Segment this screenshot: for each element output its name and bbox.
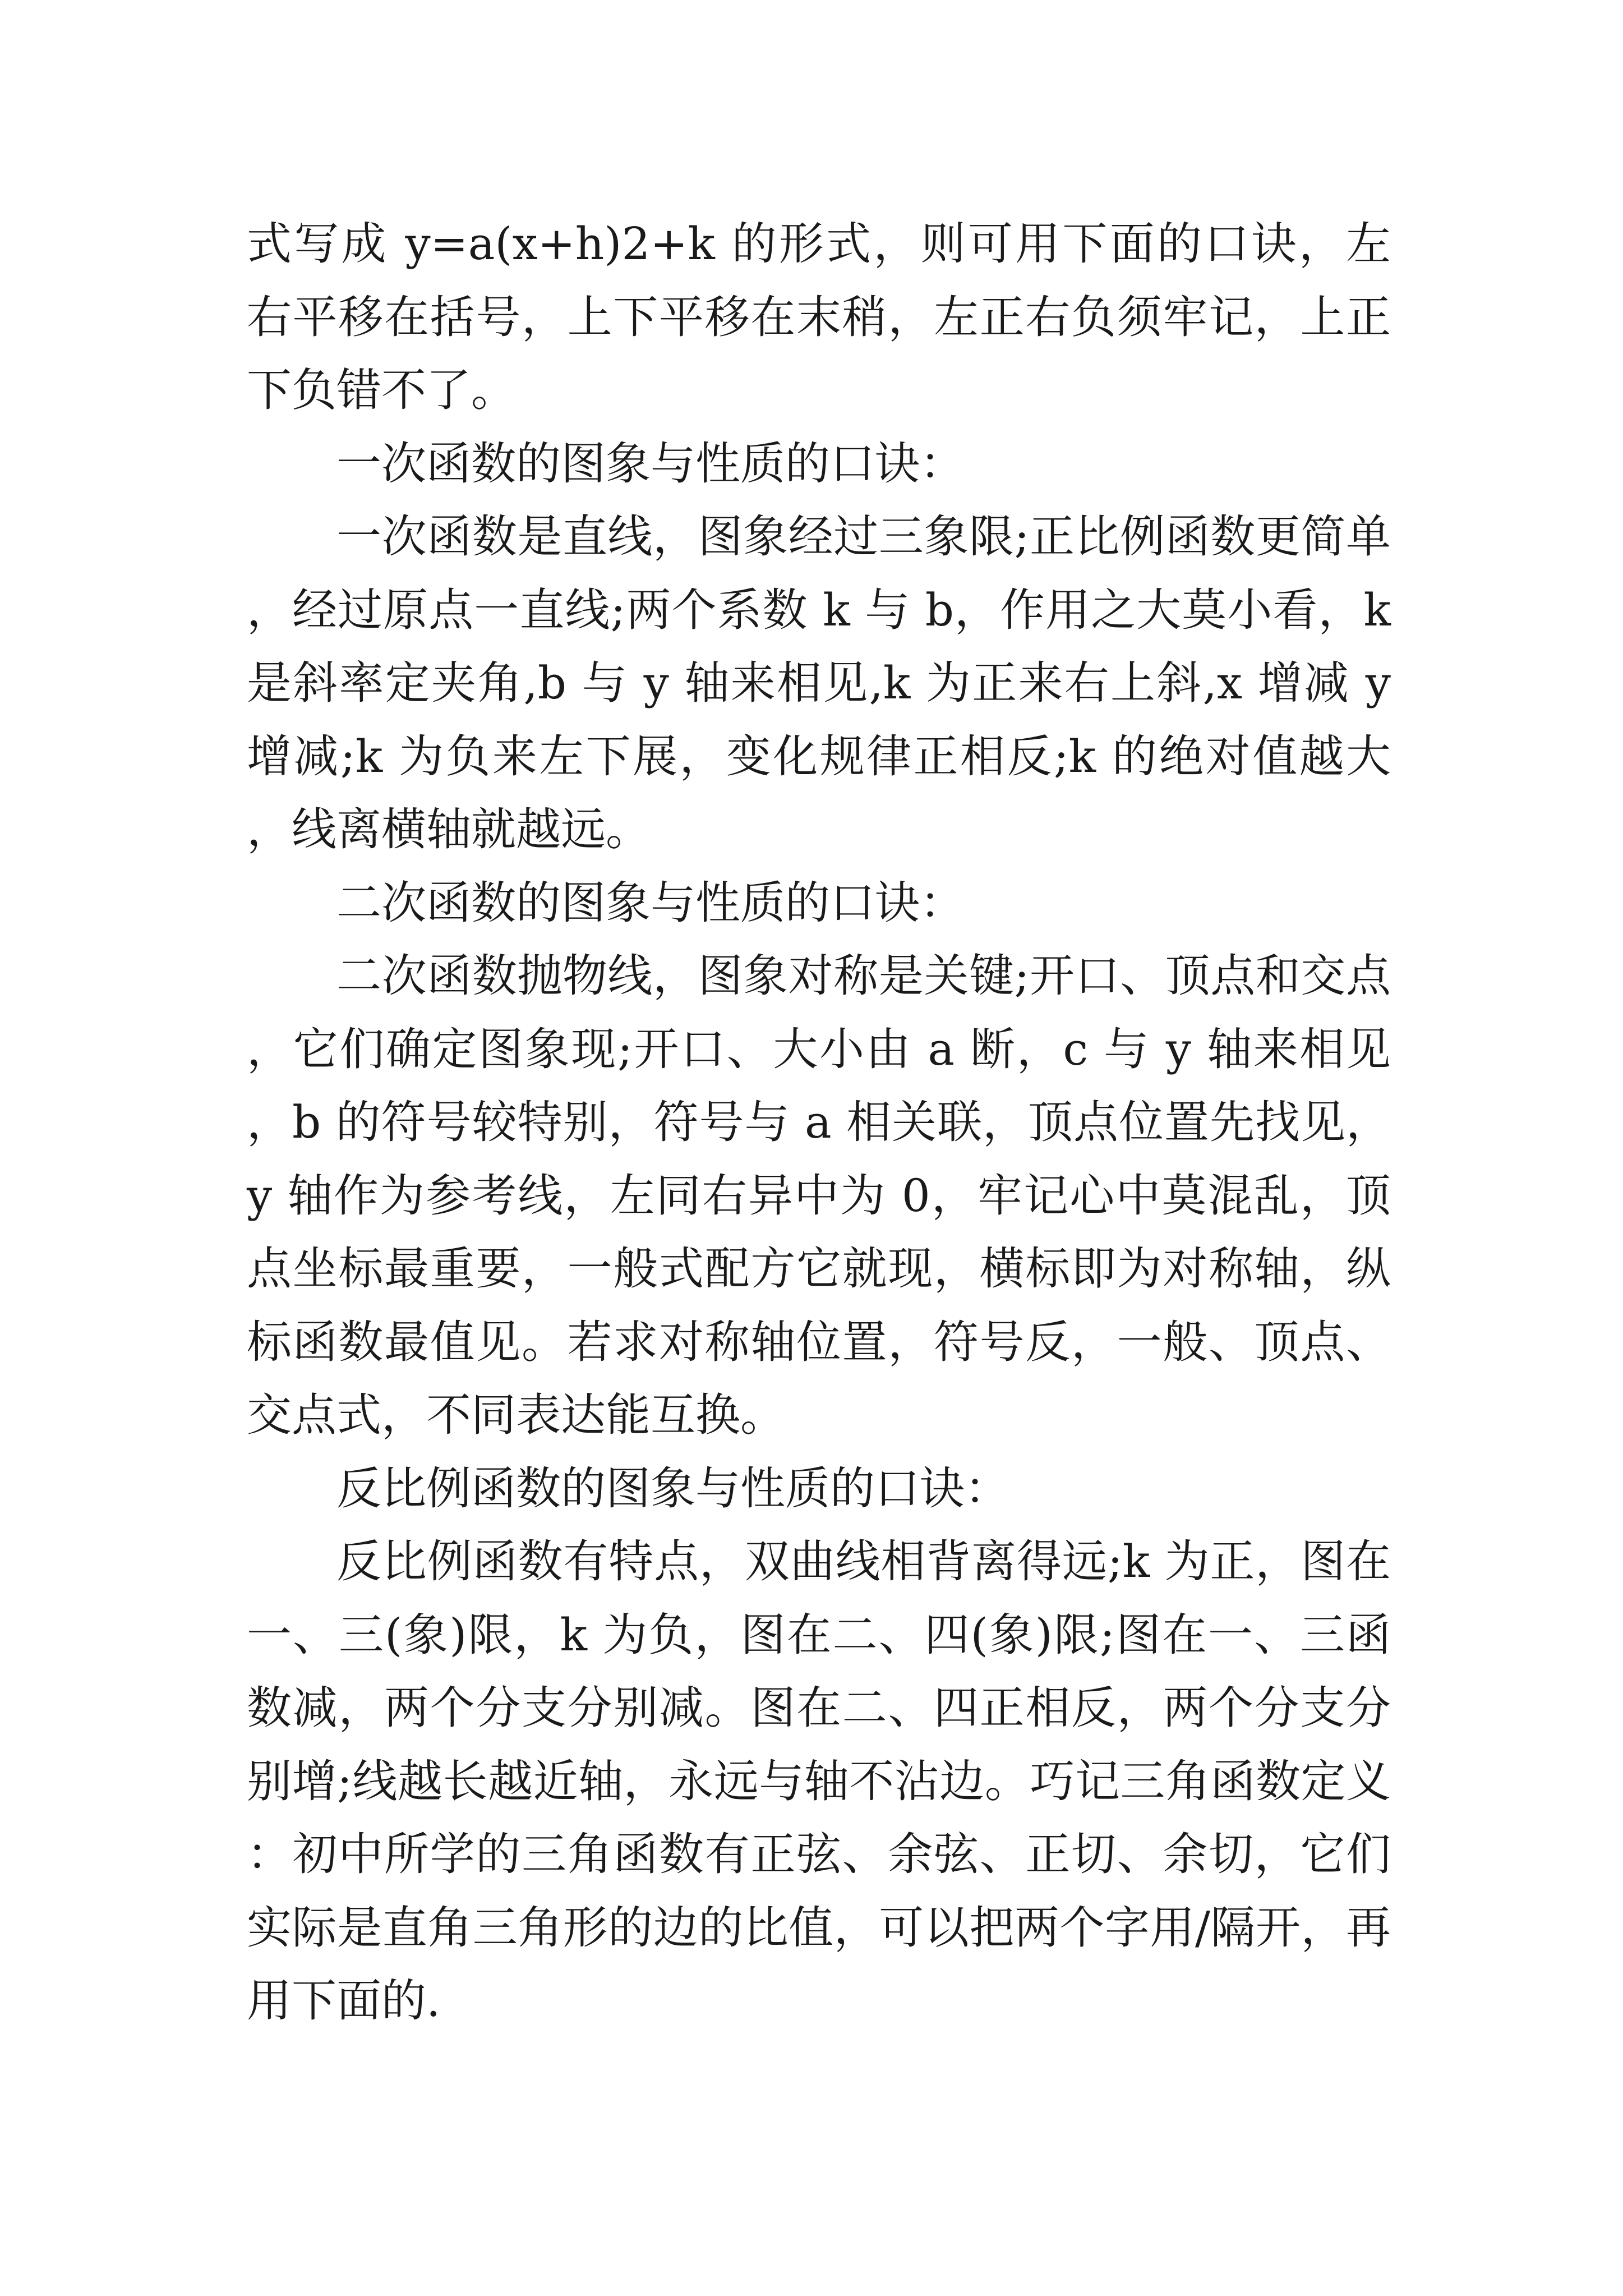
paragraph-linear-function-rhyme: 一次函数是直线，图象经过三象限;正比例函数更简单，经过原点一直线;两个系数 k 与 b，作用之大莫小看，k 是斜率定夹角,b 与 y 轴来相见,k 为正来右上斜,x 增减 y 增减;k 为负来左下展，变化规律正相反;k 的绝对值越大，线离横轴就越远。 (247, 510, 1391, 855)
heading-inverse-proportion-rhyme: 反比例函数的图象与性质的口诀： (336, 1462, 1009, 1515)
heading-quadratic-function-rhyme: 二次函数的图象与性质的口诀： (336, 876, 965, 929)
paragraph-quadratic-function-rhyme: 二次函数抛物线，图象对称是关键;开口、顶点和交点，它们确定图象现;开口、大小由 a 断，c 与 y 轴来相见，b 的符号较特别，符号与 a 相关联，顶点位置先找见，y 轴作为参考线，左同右异中为 0，牢记心中莫混乱，顶点坐标最重要，一般式配方它就现，横标即为对称轴，纵标函数最值见。若求对称轴位置，符号反，一般、顶点、交点式，不同表达能互换。 (247, 950, 1391, 1441)
paragraph-quadratic-shift-rule: 式写成 y=a(x+h)2+k 的形式，则可用下面的口诀，左右平移在括号，上下平移在末稍，左正右负须牢记，上正下负错不了。 (247, 218, 1391, 416)
paragraph-inverse-proportion-rhyme: 反比例函数有特点，双曲线相背离得远;k 为正，图在一、三(象)限，k 为负，图在二、四(象)限;图在一、三函数减，两个分支分别减。图在二、四正相反，两个分支分别增;线越长越近轴，永远与轴不沾边。巧记三角函数定义：初中所学的三角函数有正弦、余弦、正切、余切，它们实际是直角三角形的边的比值，可以把两个字用/隔开，再用下面的. (247, 1535, 1391, 2027)
heading-linear-function-rhyme: 一次函数的图象与性质的口诀： (336, 437, 965, 490)
document-body (247, 208, 1391, 2038)
